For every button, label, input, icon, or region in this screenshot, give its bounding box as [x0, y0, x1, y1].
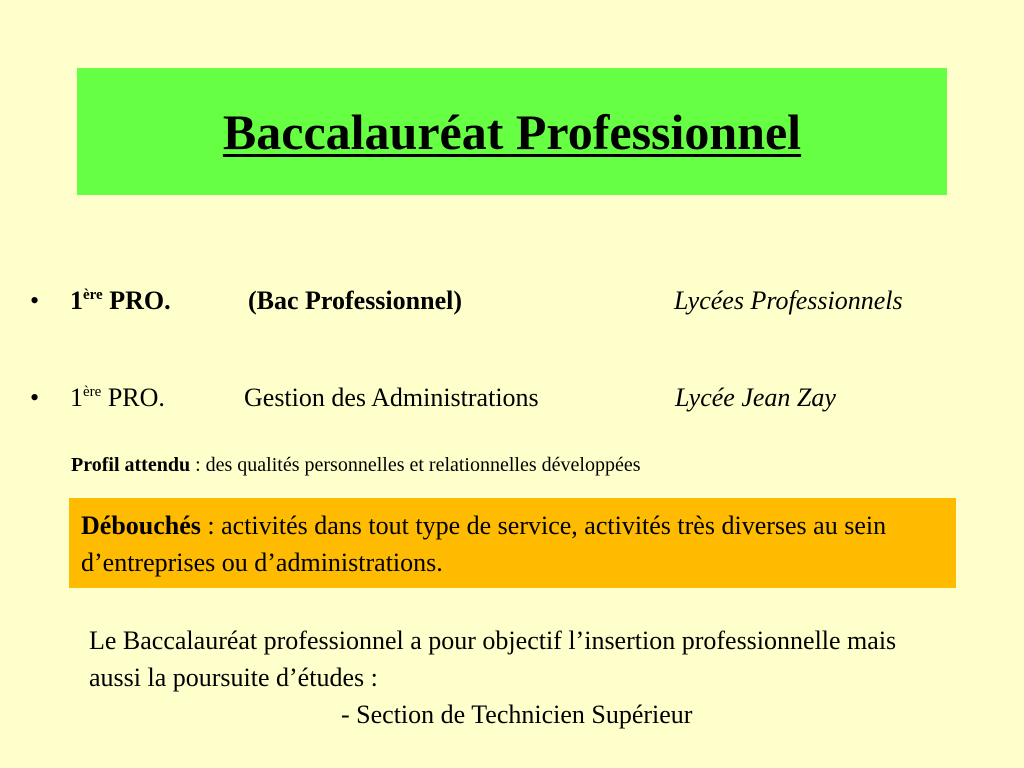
- bullet-level: [70, 283, 171, 323]
- debouches-text: : activités dans tout type de service, activités très diverses au sein d’entreprises ou d’administrations.: [81, 511, 887, 577]
- level-label: PRO.: [109, 286, 171, 315]
- level-label: PRO.: [107, 383, 165, 412]
- ordinal: 1: [70, 383, 83, 412]
- bullet-icon: •: [30, 286, 40, 315]
- ordinal: 1: [70, 286, 83, 315]
- profile-line: [71, 452, 641, 478]
- slide-title: Baccalauréat Professionnel: [222, 103, 802, 160]
- bullet-item-gestion: [30, 380, 1010, 416]
- debouches-label: Débouchés: [81, 511, 201, 540]
- objective-paragraph: [89, 622, 949, 733]
- bullet-item-bac-pro: [30, 283, 1010, 319]
- title-box: [77, 68, 947, 195]
- objective-text: Le Baccalauréat professionnel a pour objectif l’insertion professionnelle mais aussi la poursuite d’études :: [89, 626, 897, 692]
- bullet-school: Lycées Professionnels: [674, 286, 903, 315]
- bullet-program: Gestion des Administrations: [244, 383, 539, 412]
- profile-label: Profil attendu: [71, 454, 191, 476]
- bullet-program: (Bac Professionnel): [248, 286, 462, 315]
- bullet-school: Lycée Jean Zay: [675, 383, 836, 412]
- bullet-level: [70, 380, 165, 420]
- debouches-box: [69, 498, 956, 588]
- ordinal-suffix: ère: [83, 384, 102, 400]
- objective-list-item: - Section de Technicien Supérieur: [341, 700, 693, 729]
- ordinal-suffix: ère: [83, 287, 103, 303]
- bullet-icon: •: [30, 383, 40, 412]
- profile-text: : des qualités personnelles et relationnelles développées: [190, 454, 641, 476]
